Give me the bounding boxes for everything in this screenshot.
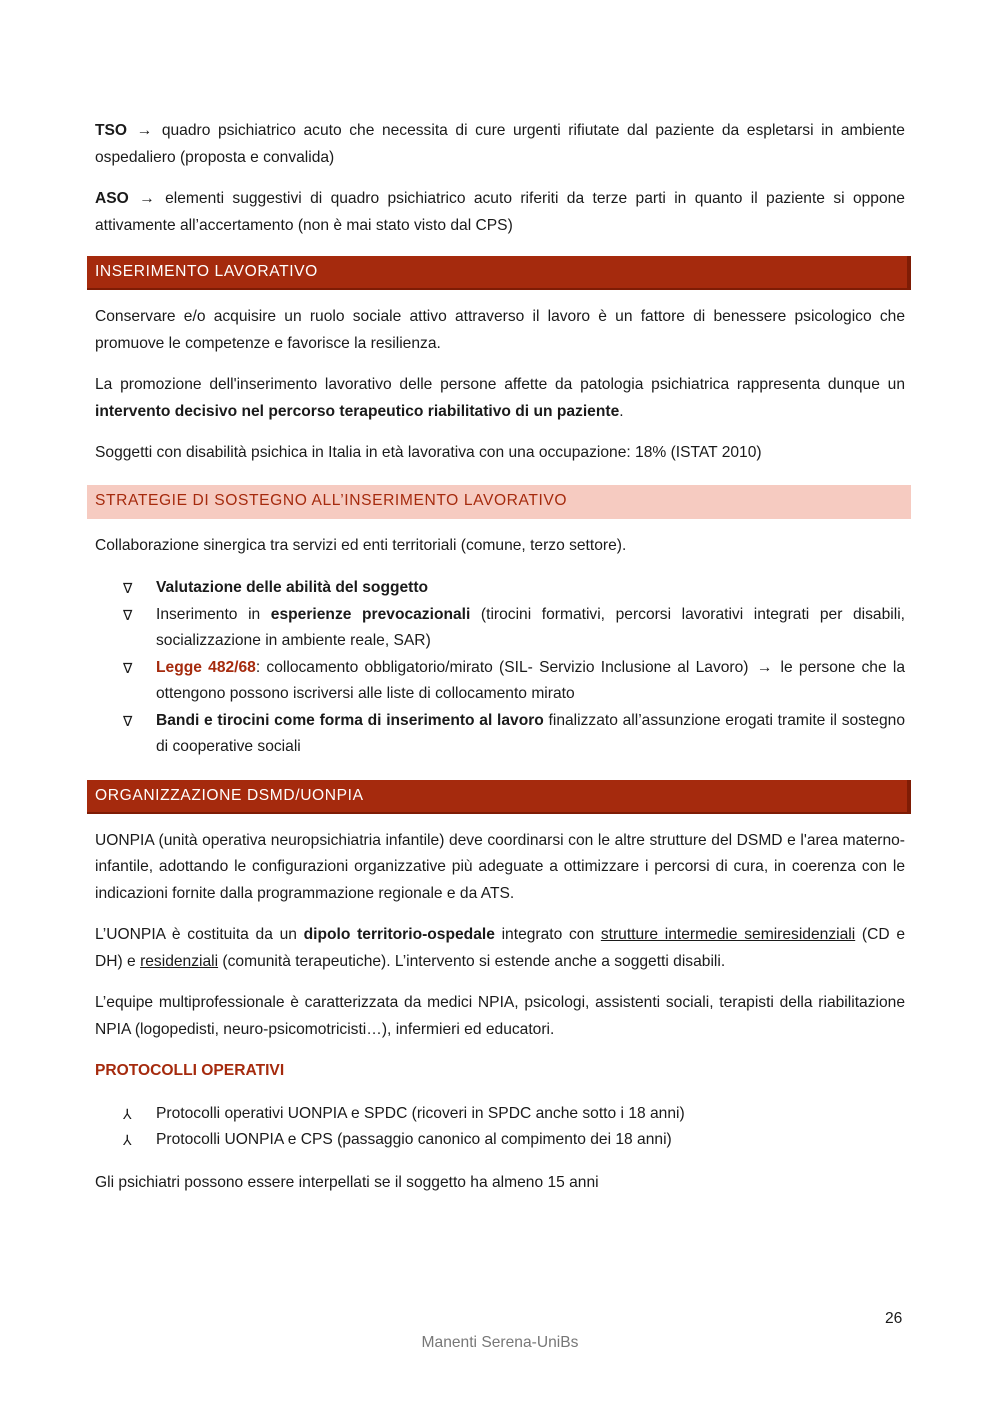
section-heading-organizzazione: ORGANIZZAZIONE DSMD/UONPIA xyxy=(87,780,911,814)
org-p2-text: L’UONPIA è costituita da un xyxy=(95,926,304,943)
item-text: Protocolli operativi UONPIA e SPDC (ricoveri in SPDC anche sotto i 18 anni) xyxy=(156,1104,685,1122)
tso-term: TSO xyxy=(95,122,128,139)
protocolli-title: PROTOCOLLI OPERATIVI xyxy=(95,1062,285,1079)
org-p2-underlined: strutture intermedie semiresidenziali xyxy=(600,926,856,943)
protocolli-list xyxy=(95,1101,905,1154)
item-text: collocamento obbligatorio/mirato (SIL- Servizio Inclusione al Lavoro) xyxy=(260,658,755,676)
nabla-bullet-icon: ∇ xyxy=(123,659,133,676)
page-number: 26 xyxy=(885,1310,903,1327)
turned-y-bullet-icon: ⅄ xyxy=(123,1132,132,1148)
page-content xyxy=(95,118,905,1196)
protocolli-closing: Gli psichiatri possono essere interpellati se il soggetto ha almeno 15 anni xyxy=(95,1173,599,1191)
aso-term: ASO xyxy=(95,190,129,207)
strategie-list xyxy=(95,575,905,761)
organizzazione-paragraph-2 xyxy=(95,922,905,975)
org-p2-text: integrato con xyxy=(494,926,601,943)
inserimento-paragraph-2 xyxy=(95,372,905,425)
tso-definition xyxy=(95,118,905,171)
list-item xyxy=(95,1127,905,1154)
list-item xyxy=(95,708,905,761)
item-bold: esperienze prevocazionali xyxy=(270,605,471,623)
nabla-bullet-icon: ∇ xyxy=(123,580,133,596)
item-text: : xyxy=(255,658,261,676)
page-footer: Manenti Serena-UniBs xyxy=(421,1334,579,1351)
org-p2-bold: dipolo territorio-ospedale xyxy=(303,926,495,943)
inserimento-p2-text: La promozione dell'inserimento lavorativo delle persone affette da patologia psichiatrica rappresenta dunque un xyxy=(95,376,905,393)
list-item xyxy=(95,575,905,602)
nabla-bullet-icon: ∇ xyxy=(123,712,133,729)
item-text: (tirocini formativi, percorsi lavorativi integrati per disabili, socializzazione in ambiente reale, SAR) xyxy=(156,605,905,649)
turned-y-bullet-icon: ⅄ xyxy=(123,1105,132,1122)
tso-text: quadro psichiatrico acuto che necessita di cure urgenti rifiutate dal paziente da espletarsi in ambiente ospedaliero (proposta e convalida) xyxy=(95,122,905,166)
law-reference: Legge 482/68 xyxy=(156,658,256,676)
item-text: Inserimento in xyxy=(156,605,271,623)
strategie-intro: Collaborazione sinergica tra servizi ed enti territoriali (comune, terzo settore). xyxy=(95,536,627,554)
section-heading-strategie: STRATEGIE DI SOSTEGNO ALL’INSERIMENTO LAVORATIVO xyxy=(87,485,911,519)
item-text: Protocolli UONPIA e CPS (passaggio canonico al compimento dei 18 anni) xyxy=(156,1131,672,1148)
inserimento-paragraph-1: Conservare e/o acquisire un ruolo sociale attivo attraverso il lavoro è un fattore di benessere psicologico che promuove le competenze e favorisce la resilienza. xyxy=(95,308,905,352)
aso-text: elementi suggestivi di quadro psichiatrico acuto riferiti da terze parti in quanto il paziente si oppone attivamente all’accertamento (non è mai stato visto dal CPS) xyxy=(95,190,905,234)
item-bold: Valutazione delle abilità del soggetto xyxy=(156,579,429,596)
inserimento-paragraph-3: Soggetti con disabilità psichica in Italia in età lavorativa con una occupazione: 18% (ISTAT 2010) xyxy=(95,444,762,461)
item-text: le persone che la ottengono possono iscriversi alle liste di collocamento mirato xyxy=(156,658,905,702)
list-item xyxy=(95,1101,905,1128)
item-bold: Bandi e tirocini come forma di inserimento al lavoro xyxy=(156,711,544,729)
nabla-bullet-icon: ∇ xyxy=(123,606,133,623)
list-item xyxy=(95,602,905,655)
list-item xyxy=(95,655,905,708)
organizzazione-paragraph-1: UONPIA (unità operativa neuropsichiatria infantile) deve coordinarsi con le altre strutture del DSMD e l'area materno-infantile, adottando le configurazioni organizzative più adeguate a ottimizzare i percorsi di cura, in coerenza con le indicazioni fornite dalla programmazione regionale e da ATS. xyxy=(95,831,905,902)
arrow-icon: → xyxy=(136,122,153,139)
item-text: finalizzato all’assunzione erogati tramite il sostegno di cooperative sociali xyxy=(156,711,905,755)
inserimento-p2-bold: intervento decisivo nel percorso terapeutico riabilitativo di un paziente xyxy=(95,402,620,420)
inserimento-p2-end: . xyxy=(619,402,624,420)
section-heading-inserimento: INSERIMENTO LAVORATIVO xyxy=(87,256,911,290)
org-p2-underlined: residenziali xyxy=(140,952,219,970)
organizzazione-paragraph-3: L’equipe multiprofessionale è caratterizzata da medici NPIA, psicologi, assistenti sociali, terapisti della riabilitazione NPIA (logopedisti, neuro-psicomotricisti…), infermieri ed educatori. xyxy=(95,994,905,1038)
org-p2-text: (CD e DH) e xyxy=(95,926,906,970)
arrow-icon: → xyxy=(756,658,773,676)
aso-definition xyxy=(95,186,905,239)
org-p2-text: (comunità terapeutiche). L’intervento si estende anche a soggetti disabili. xyxy=(218,952,726,970)
arrow-icon: → xyxy=(139,190,155,207)
